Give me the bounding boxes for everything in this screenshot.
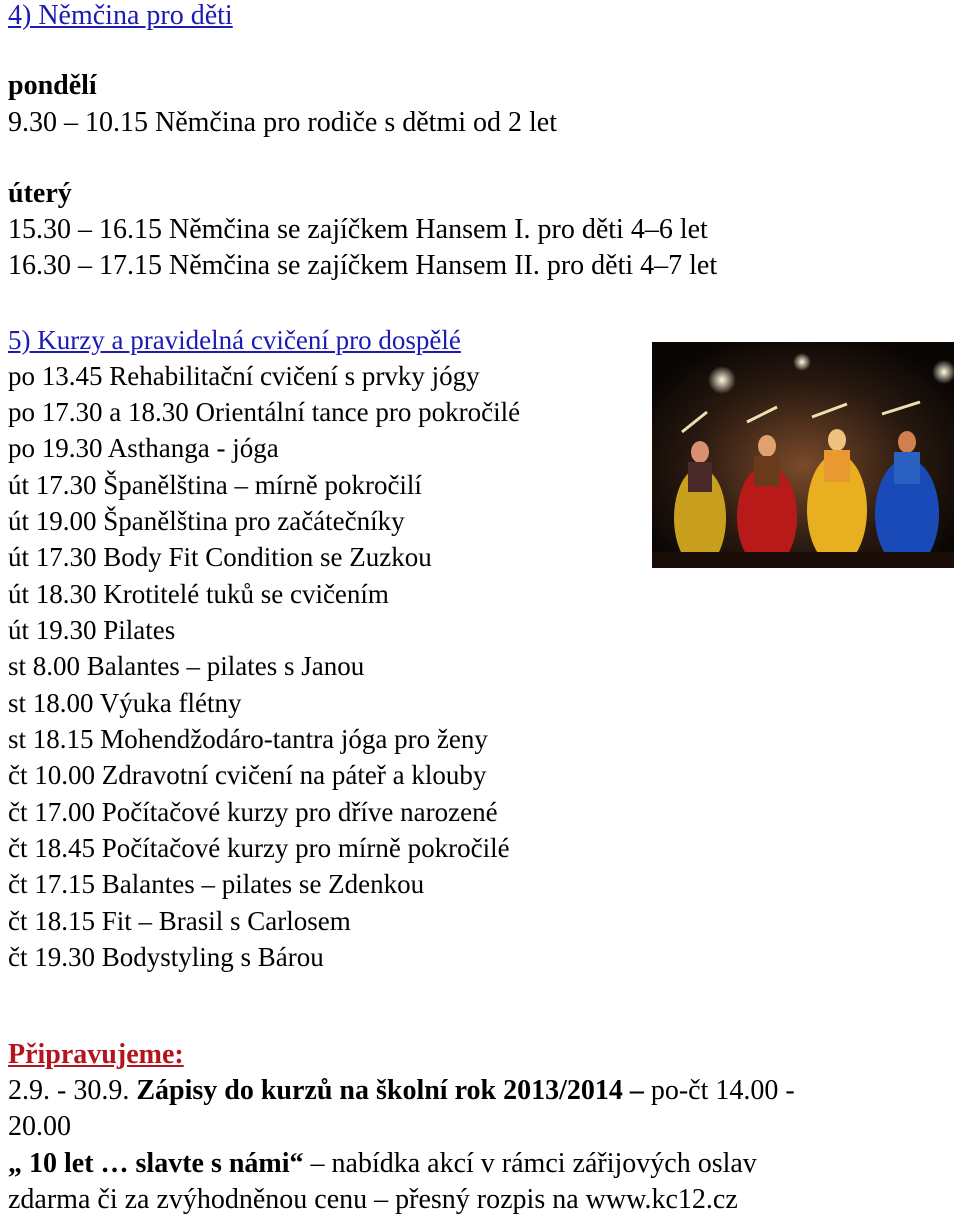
section-4-heading[interactable]: 4) Němčina pro děti — [8, 0, 233, 31]
course-item: čt 17.15 Balantes – pilates se Zdenkou — [8, 869, 425, 899]
course-item: út 17.30 Španělština – mírně pokročilí — [8, 470, 422, 500]
course-item: po 17.30 a 18.30 Orientální tance pro pokročilé — [8, 397, 521, 427]
enrollment-dates: 2.9. - 30.9. — [8, 1075, 130, 1106]
enrollment-line — [8, 1075, 795, 1107]
course-item: st 18.00 Výuka flétny — [8, 688, 242, 718]
course-item: út 19.30 Pilates — [8, 615, 176, 645]
anniversary-title: „ 10 let … slavte s námi“ — [8, 1148, 304, 1179]
enrollment-hours-end: 20.00 — [8, 1111, 71, 1142]
day-label-monday: pondělí — [8, 70, 97, 101]
section-5-heading[interactable]: 5) Kurzy a pravidelná cvičení pro dospělé — [8, 325, 461, 355]
anniversary-line — [8, 1148, 757, 1180]
day-label-tuesday: úterý — [8, 178, 72, 209]
course-item: út 18.30 Krotitelé tuků se cvičením — [8, 579, 389, 609]
course-item: st 8.00 Balantes – pilates s Janou — [8, 651, 365, 681]
schedule-line: 16.30 – 17.15 Němčina se zajíčkem Hansem II. pro děti 4–7 let — [8, 250, 718, 281]
dancers-photo — [652, 342, 954, 568]
schedule-line: 15.30 – 16.15 Němčina se zajíčkem Hansem I. pro děti 4–6 let — [8, 214, 708, 245]
course-item: čt 18.45 Počítačové kurzy pro mírně pokročilé — [8, 833, 510, 863]
enrollment-hours: po-čt 14.00 - — [650, 1075, 795, 1106]
course-item: po 13.45 Rehabilitační cvičení s prvky jógy — [8, 361, 480, 391]
schedule-line: 9.30 – 10.15 Němčina pro rodiče s dětmi od 2 let — [8, 107, 557, 138]
anniversary-text: – nabídka akcí v rámci zářijových oslav — [310, 1148, 757, 1179]
course-item: čt 10.00 Zdravotní cvičení na páteř a klouby — [8, 760, 487, 790]
course-item: út 17.30 Body Fit Condition se Zuzkou — [8, 542, 432, 572]
course-item: po 19.30 Asthanga - jóga — [8, 433, 279, 463]
anniversary-details: zdarma či za zvýhodněnou cenu – přesný rozpis na www.kc12.cz — [8, 1184, 738, 1215]
course-item: st 18.15 Mohendžodáro-tantra jóga pro ženy — [8, 724, 488, 754]
upcoming-heading: Připravujeme: — [8, 1039, 184, 1070]
course-item: čt 18.15 Fit – Brasil s Carlosem — [8, 906, 351, 936]
enrollment-title: Zápisy do kurzů na školní rok 2013/2014 – — [136, 1075, 644, 1106]
course-item: út 19.00 Španělština pro začátečníky — [8, 506, 405, 536]
course-item: čt 19.30 Bodystyling s Bárou — [8, 942, 324, 972]
course-item: čt 17.00 Počítačové kurzy pro dříve narozené — [8, 797, 498, 827]
